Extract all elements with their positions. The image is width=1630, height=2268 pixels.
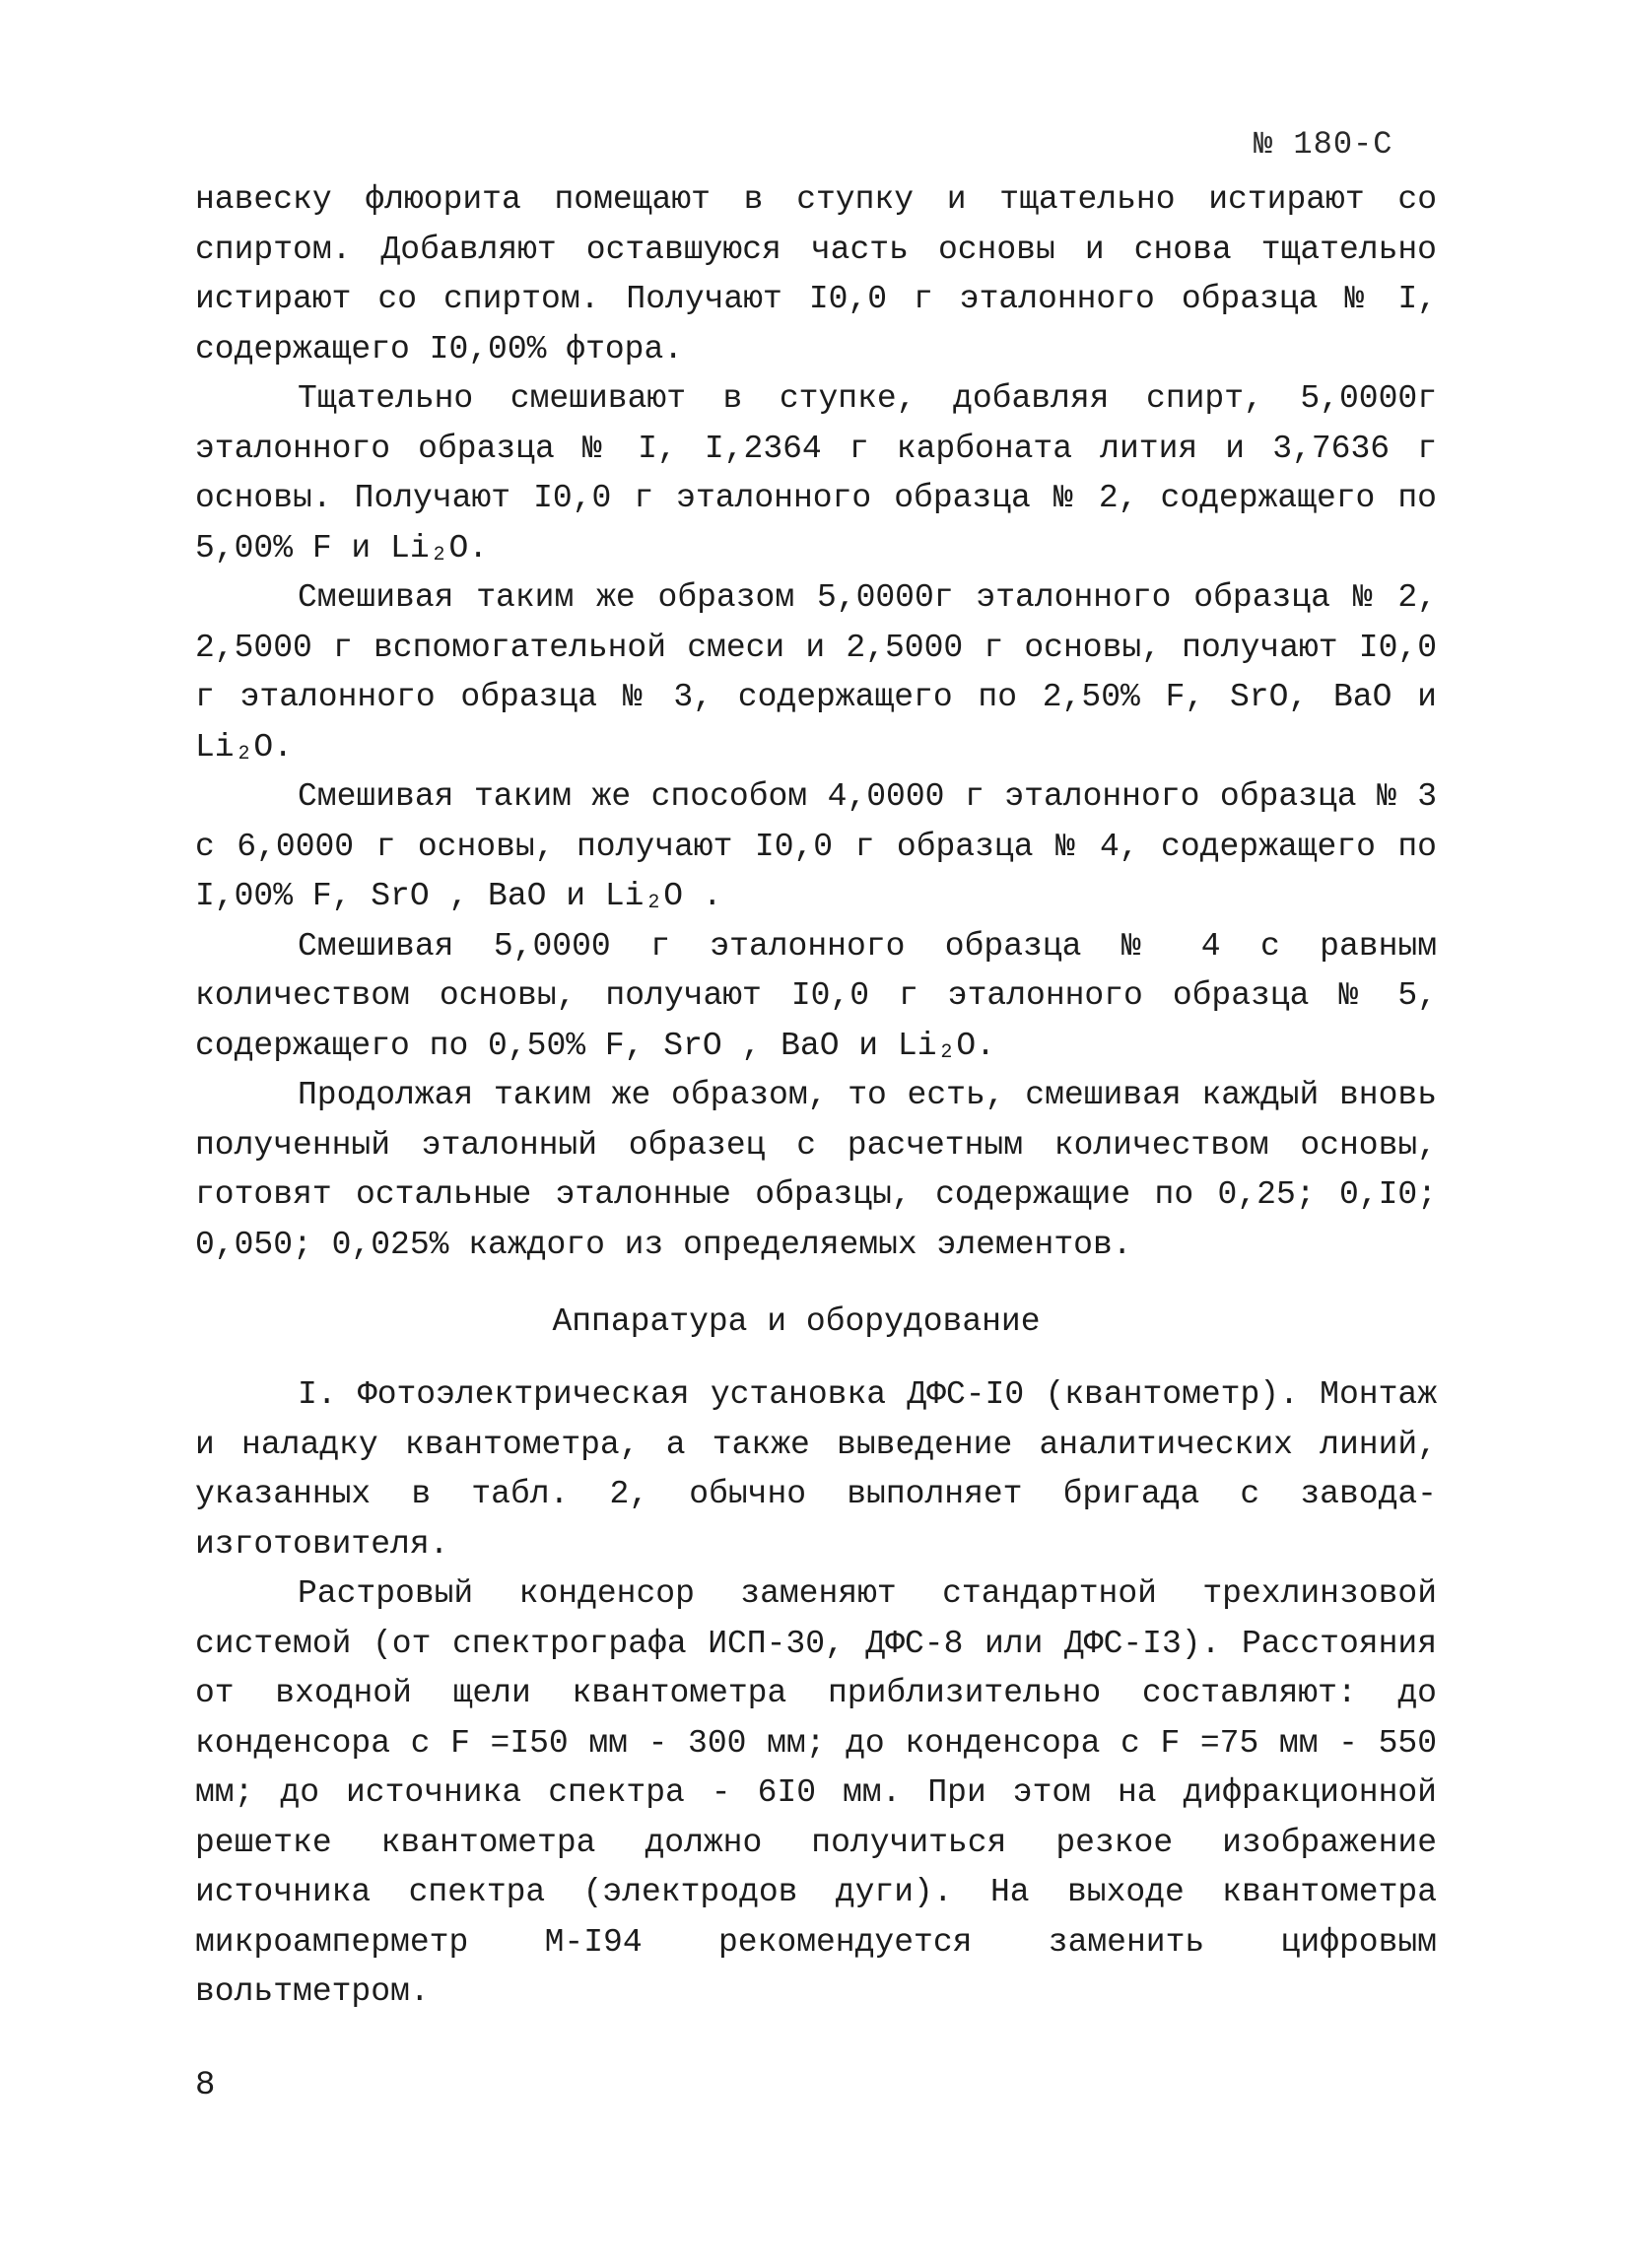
paragraph-remaining-samples: Продолжая таким же образом, то есть, смешивая каждый вновь полученный эталонный образец с расчетным количеством основы, готовят остальные эталонные образцы, содержащие по 0,25; 0,I0; 0,050; 0,025% каждого из определяемых элементов. [195, 1077, 1437, 1263]
paragraph-equipment-1: I. Фотоэлектрическая установка ДФС-I0 (квантометр). Монтаж и наладку квантометра, а также выведение аналитических линий, указанных в табл. 2, обычно выполняет бригада с завода-изготовителя. [195, 1376, 1437, 1563]
page-number: 8 [195, 2067, 216, 2104]
section-heading: Аппаратура и оборудование [552, 1303, 1041, 1340]
paragraph-sample-4: Смешивая таким же способом 4,0000 г эталонного образца № 3 с 6,0000 г основы, получают I0,0 г образца № 4, содержащего по I,00% F, SrO , BaO и Li₂O . [195, 778, 1437, 914]
paragraph-sample-3: Смешивая таким же образом 5,0000г эталонного образца № 2, 2,5000 г вспомогательной смеси и 2,5000 г основы, получают I0,0 г эталонного образца № 3, содержащего по 2,50% F, SrO, BaO и Li₂O. [195, 579, 1437, 766]
paragraph-sample-2: Тщательно смешивают в ступке, добавляя спирт, 5,0000г эталонного образца № I, I,2364 г карбоната лития и 3,7636 г основы. Получают I0,0 г эталонного образца № 2, содержащего по 5,00% F и Li₂O. [195, 380, 1437, 567]
paragraph-sample-5: Смешивая 5,0000 г эталонного образца № 4 с равным количеством основы, получают I0,0 г эталонного образца № 5, содержащего по 0,50% F, SrO , BaO и Li₂O. [195, 927, 1437, 1064]
paragraph-continuation: навеску флюорита помещают в ступку и тщательно истирают со спиртом. Добавляют оставшуюся часть основы и снова тщательно истирают со спиртом. Получают I0,0 г эталонного образца № I, содержащего I0,00% фтора. [195, 181, 1437, 367]
body-text [195, 175, 1437, 2018]
paragraph-condenser: Растровый конденсор заменяют стандартной трехлинзовой системой (от спектрографа ИСП-30, ДФС-8 или ДФС-I3). Расстояния от входной щели квантометра приблизительно составляют: до конденсора с F =I50 мм - 300 мм; до конденсора с F =75 мм - 550 мм; до источника спектра - 6I0 мм. При этом на дифракционной решетке квантометра должно получиться резкое изображение источника спектра (электродов дуги). На выходе квантометра микроамперметр М-I94 рекомендуется заменить цифровым вольтметром. [195, 1575, 1437, 2010]
document-number: № 180-С [1254, 126, 1393, 163]
